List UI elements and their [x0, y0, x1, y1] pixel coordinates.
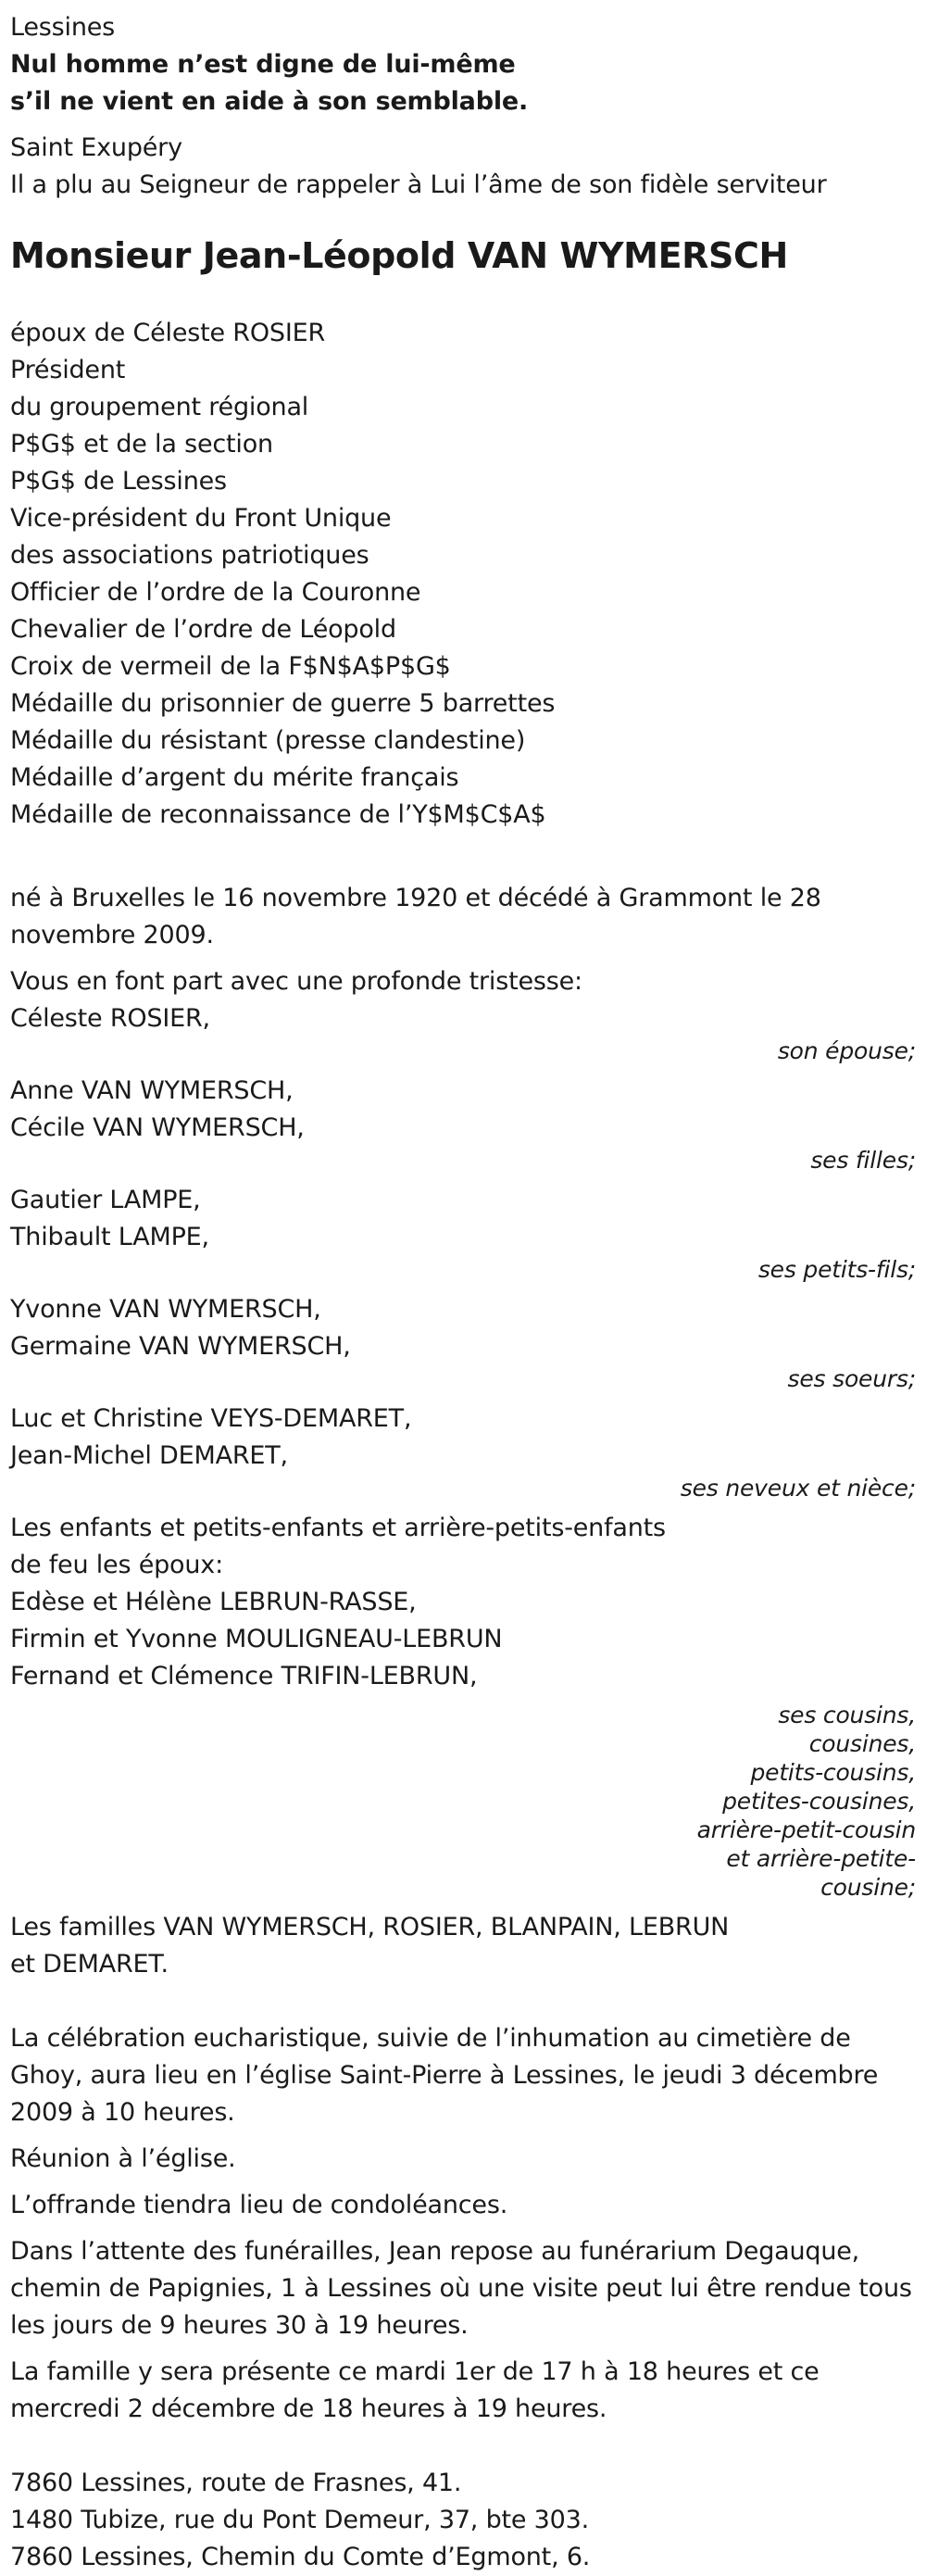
funerarium-line-1: Dans l’attente des funérailles, Jean repose au funérarium Degauque, — [10, 2237, 860, 2266]
family-role-line: et arrière-petite- — [726, 1845, 916, 1872]
families-line-1: Les familles VAN WYMERSCH, ROSIER, BLANPAIN, LEBRUN — [10, 1913, 730, 1941]
presence-line-2: mercredi 2 décembre de 18 heures à 19 heures. — [10, 2394, 607, 2423]
family-role: ses soeurs; — [787, 1365, 916, 1392]
obituary-notice — [10, 9, 918, 2576]
ceremony-line-2: Ghoy, aura lieu en l’église Saint-Pierre à Lessines, le jeudi 3 décembre — [10, 2061, 879, 2090]
family-member: Luc et Christine VEYS-DEMARET, — [10, 1404, 412, 1433]
family-member: Jean-Michel DEMARET, — [10, 1441, 288, 1470]
deceased-name: Monsieur Jean-Léopold VAN WYMERSCH — [10, 235, 788, 276]
family-role-line: petites-cousines, — [722, 1788, 916, 1815]
title-item: P$G$ de Lessines — [10, 467, 227, 496]
family-member: Anne VAN WYMERSCH, — [10, 1076, 294, 1105]
title-item: Officier de l’ordre de la Couronne — [10, 578, 421, 607]
funerarium-line-3: les jours de 9 heures 30 à 19 heures. — [10, 2311, 469, 2340]
family-member: Firmin et Yvonne MOULIGNEAU-LEBRUN — [10, 1625, 503, 1653]
family-group — [10, 1510, 918, 1902]
offering-text: L’offrande tiendra lieu de condoléances. — [10, 2191, 508, 2219]
quote-line-2: s’il ne vient en aide à son semblable. — [10, 87, 529, 116]
family-member: Gautier LAMPE, — [10, 1186, 201, 1214]
family-member: Edèse et Hélène LEBRUN-RASSE, — [10, 1588, 417, 1616]
funerarium-line-2: chemin de Papignies, 1 à Lessines où une visite peut lui être rendue tous — [10, 2274, 912, 2303]
quote-line-1: Nul homme n’est digne de lui-même — [10, 50, 516, 79]
family-role-line: ses cousins, — [778, 1702, 916, 1728]
announce-text: Vous en font part avec une profonde tristesse: — [10, 967, 582, 996]
city-label: Lessines — [10, 13, 116, 42]
family-role: ses filles; — [810, 1147, 916, 1174]
address-line: 1480 Tubize, rue du Pont Demeur, 37, bte 303. — [10, 2506, 589, 2534]
addresses-block — [10, 2465, 918, 2576]
title-item: Vice-président du Front Unique — [10, 504, 392, 533]
family-member: de feu les époux: — [10, 1551, 223, 1579]
family-member: Fernand et Clémence TRIFIN-LEBRUN, — [10, 1662, 478, 1690]
family-role: ses petits-fils; — [757, 1256, 916, 1283]
family-role-line: cousine; — [820, 1874, 916, 1901]
ceremony-line-3: 2009 à 10 heures. — [10, 2098, 235, 2127]
title-item: Médaille d’argent du mérite français — [10, 763, 459, 792]
title-item: du groupement régional — [10, 393, 309, 421]
title-item: Chevalier de l’ordre de Léopold — [10, 615, 396, 644]
intro-text: Il a plu au Seigneur de rappeler à Lui l’âme de son fidèle serviteur — [10, 170, 827, 199]
family-group — [10, 1291, 918, 1393]
family-member: Céleste ROSIER, — [10, 1004, 210, 1033]
title-item: Médaille du prisonnier de guerre 5 barrettes — [10, 689, 556, 718]
presence-line-1: La famille y sera présente ce mardi 1er de 17 h à 18 heures et ce — [10, 2357, 820, 2386]
title-item: Croix de vermeil de la F$N$A$P$G$ — [10, 652, 451, 681]
family-role: ses neveux et nièce; — [680, 1475, 916, 1502]
quote-author: Saint Exupéry — [10, 133, 182, 162]
family-role: son épouse; — [777, 1037, 916, 1064]
ceremony-line-1: La célébration eucharistique, suivie de l’inhumation au cimetière de — [10, 2024, 851, 2053]
meeting-text: Réunion à l’église. — [10, 2144, 236, 2173]
families-block — [10, 1909, 918, 1983]
ceremony-block — [10, 2020, 918, 2428]
family-member: Thibault LAMPE, — [10, 1223, 209, 1251]
family-role-line: arrière-petit-cousin — [696, 1816, 916, 1843]
birth-line-2: novembre 2009. — [10, 921, 214, 949]
family-group — [10, 1401, 918, 1502]
family-group — [10, 1000, 918, 1065]
family-role-line: cousines, — [808, 1730, 916, 1757]
family-group — [10, 1073, 918, 1175]
families-line-2: et DEMARET. — [10, 1950, 169, 1979]
family-member: Cécile VAN WYMERSCH, — [10, 1113, 305, 1142]
title-item: P$G$ et de la section — [10, 430, 273, 459]
title-item: Médaille de reconnaissance de l’Y$M$C$A$ — [10, 800, 546, 829]
address-line: 7860 Lessines, Chemin du Comte d’Egmont, 6. — [10, 2543, 591, 2571]
family-member: Yvonne VAN WYMERSCH, — [10, 1295, 321, 1324]
family-role-line: petits-cousins, — [750, 1759, 916, 1786]
title-item: Médaille du résistant (presse clandestine) — [10, 726, 526, 755]
family-group — [10, 1182, 918, 1284]
title-item: Président — [10, 356, 126, 384]
family-member: Germaine VAN WYMERSCH, — [10, 1332, 351, 1361]
title-item: des associations patriotiques — [10, 541, 369, 570]
family-member: Les enfants et petits-enfants et arrière-petits-enfants — [10, 1514, 666, 1542]
title-item: époux de Céleste ROSIER — [10, 319, 326, 347]
birth-line-1: né à Bruxelles le 16 novembre 1920 et décédé à Grammont le 28 — [10, 884, 821, 912]
address-line: 7860 Lessines, route de Frasnes, 41. — [10, 2469, 462, 2497]
family-role — [10, 1701, 918, 1902]
titles-list — [10, 315, 918, 834]
